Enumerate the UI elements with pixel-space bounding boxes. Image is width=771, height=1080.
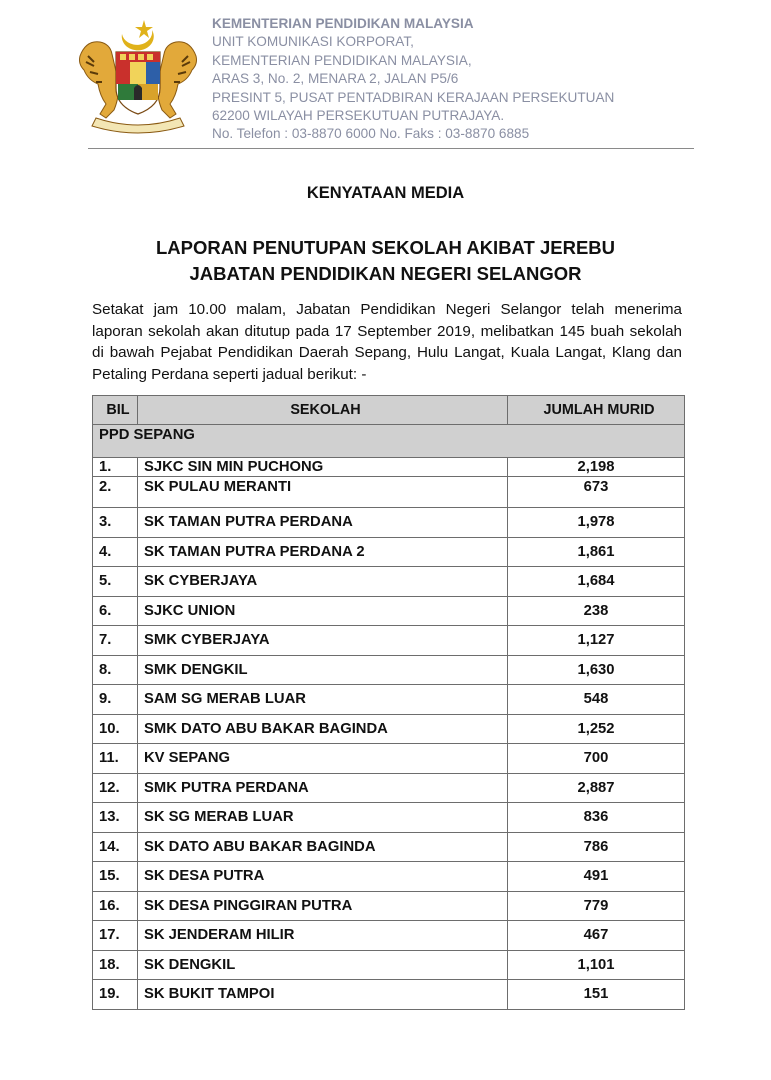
sekolah-cell: SMK CYBERJAYA [138, 626, 508, 656]
table-row [93, 921, 685, 951]
header-bil: BIL [93, 396, 138, 425]
bil-cell: 11. [93, 744, 138, 774]
table-row [93, 832, 685, 862]
jumlah-murid-cell: 1,630 [508, 655, 685, 685]
sekolah-cell: SMK PUTRA PERDANA [138, 773, 508, 803]
bil-cell: 1. [93, 458, 138, 477]
jumlah-murid-cell: 786 [508, 832, 685, 862]
sekolah-cell: SK DESA PUTRA [138, 862, 508, 892]
media-statement-heading: KENYATAAN MEDIA [306, 184, 465, 202]
jumlah-murid-cell: 238 [508, 596, 685, 626]
sekolah-cell: SK DESA PINGGIRAN PUTRA [138, 891, 508, 921]
sekolah-cell: SK DATO ABU BAKAR BAGINDA [138, 832, 508, 862]
bil-cell: 15. [93, 862, 138, 892]
sekolah-cell: SMK DATO ABU BAKAR BAGINDA [138, 714, 508, 744]
bil-cell: 10. [93, 714, 138, 744]
table-row [93, 537, 685, 567]
jumlah-murid-cell: 1,978 [508, 508, 685, 538]
coat-of-arms-logo [72, 16, 204, 136]
bil-cell: 17. [93, 921, 138, 951]
sekolah-cell: SK PULAU MERANTI [138, 477, 508, 508]
table-row [93, 980, 685, 1010]
bil-cell: 14. [93, 832, 138, 862]
sekolah-cell: SJKC SIN MIN PUCHONG [138, 458, 508, 477]
bil-cell: 13. [93, 803, 138, 833]
bil-cell: 19. [93, 980, 138, 1010]
letterhead [0, 0, 771, 150]
sekolah-cell: SK TAMAN PUTRA PERDANA 2 [138, 537, 508, 567]
jumlah-murid-cell: 1,861 [508, 537, 685, 567]
ministry-address-block [212, 15, 614, 144]
address-line: 62200 WILAYAH PERSEKUTUAN PUTRAJAYA. [212, 108, 505, 124]
sekolah-cell: SAM SG MERAB LUAR [138, 685, 508, 715]
header-jumlah-murid: JUMLAH MURID [508, 396, 685, 425]
jumlah-murid-cell: 1,684 [508, 567, 685, 597]
table-row [93, 655, 685, 685]
title-line: JABATAN PENDIDIKAN NEGERI SELANGOR [189, 263, 582, 284]
sekolah-cell: SK JENDERAM HILIR [138, 921, 508, 951]
jumlah-murid-cell: 779 [508, 891, 685, 921]
sekolah-cell: SJKC UNION [138, 596, 508, 626]
table-row [93, 685, 685, 715]
bil-cell: 6. [93, 596, 138, 626]
table-row [93, 596, 685, 626]
jumlah-murid-cell: 1,252 [508, 714, 685, 744]
bil-cell: 12. [93, 773, 138, 803]
header-sekolah: SEKOLAH [138, 396, 508, 425]
address-line: PRESINT 5, PUSAT PENTADBIRAN KERAJAAN PERSEKUTUAN [212, 89, 615, 105]
table-row [93, 862, 685, 892]
bil-cell: 2. [93, 477, 138, 508]
address-line: ARAS 3, No. 2, MENARA 2, JALAN P5/6 [212, 71, 459, 87]
group-label: PPD SEPANG [93, 425, 685, 458]
bil-cell: 18. [93, 950, 138, 980]
address-line: KEMENTERIAN PENDIDIKAN MALAYSIA, [212, 52, 472, 68]
jumlah-murid-cell: 548 [508, 685, 685, 715]
jumlah-murid-cell: 673 [508, 477, 685, 508]
bil-cell: 4. [93, 537, 138, 567]
school-closure-table [92, 395, 685, 1010]
sekolah-cell: SMK DENGKIL [138, 655, 508, 685]
bil-cell: 9. [93, 685, 138, 715]
intro-paragraph: Setakat jam 10.00 malam, Jabatan Pendidikan Negeri Selangor telah menerima laporan sekolah akan ditutup pada 17 September 2019, melibatkan 145 buah sekolah di bawah Pejabat Pendidikan Daerah Sepang, Hulu Langat, Kuala Langat, Klang dan Petaling Perdana seperti jadual berikut: - [92, 301, 682, 383]
jumlah-murid-cell: 1,101 [508, 950, 685, 980]
jumlah-murid-cell: 491 [508, 862, 685, 892]
jumlah-murid-cell: 1,127 [508, 626, 685, 656]
bil-cell: 7. [93, 626, 138, 656]
sekolah-cell: SK DENGKIL [138, 950, 508, 980]
jumlah-murid-cell: 700 [508, 744, 685, 774]
bil-cell: 8. [93, 655, 138, 685]
jumlah-murid-cell: 2,198 [508, 458, 685, 477]
sekolah-cell: SK SG MERAB LUAR [138, 803, 508, 833]
letterhead-divider [88, 148, 694, 149]
table-row [93, 477, 685, 508]
document-title [0, 235, 771, 287]
table-row [93, 773, 685, 803]
address-line: UNIT KOMUNIKASI KORPORAT, [212, 34, 414, 50]
jumlah-murid-cell: 836 [508, 803, 685, 833]
table-row [93, 567, 685, 597]
jumlah-murid-cell: 2,887 [508, 773, 685, 803]
bil-cell: 16. [93, 891, 138, 921]
table-header-row [93, 396, 685, 425]
table-row [93, 626, 685, 656]
sekolah-cell: SK TAMAN PUTRA PERDANA [138, 508, 508, 538]
bil-cell: 3. [93, 508, 138, 538]
sekolah-cell: KV SEPANG [138, 744, 508, 774]
contact-line: No. Telefon : 03-8870 6000 No. Faks : 03-8870 6885 [212, 126, 530, 142]
ministry-name: KEMENTERIAN PENDIDIKAN MALAYSIA [212, 16, 474, 31]
sekolah-cell: SK BUKIT TAMPOI [138, 980, 508, 1010]
jumlah-murid-cell: 151 [508, 980, 685, 1010]
table-row [93, 744, 685, 774]
table-row [93, 803, 685, 833]
sekolah-cell: SK CYBERJAYA [138, 567, 508, 597]
group-row-ppd-sepang [93, 425, 685, 458]
table-row [93, 950, 685, 980]
table-row [93, 458, 685, 477]
table-row [93, 891, 685, 921]
table-row [93, 508, 685, 538]
title-line: LAPORAN PENUTUPAN SEKOLAH AKIBAT JEREBU [155, 237, 616, 258]
table-row [93, 714, 685, 744]
jumlah-murid-cell: 467 [508, 921, 685, 951]
bil-cell: 5. [93, 567, 138, 597]
